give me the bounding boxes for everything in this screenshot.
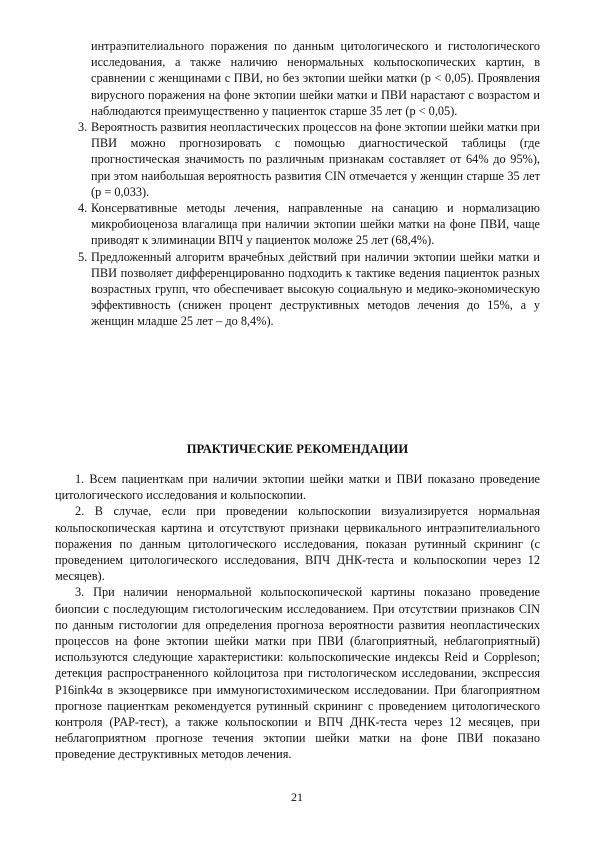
conclusion-item	[55, 200, 540, 249]
conclusions-block	[55, 38, 540, 330]
conclusion-item	[55, 249, 540, 330]
conclusion-text: Предложенный алгоритм врачебных действий при наличии эктопии шейки матки и ПВИ позволяет дифференцированно подходить к тактике ведения пациенток разных возрастных групп, что обеспечивает высокую социальную и медико-экономическую эффективность (снижен процент деструктивных методов лечения до 15%, а у женщин младше 25 лет – до 8,4%).	[91, 249, 540, 329]
recommendation-paragraph: 1. Всем пациенткам при наличии эктопии шейки матки и ПВИ показано проведение цитологического исследования и кольпоскопии.	[55, 472, 540, 503]
recommendations-block	[55, 471, 540, 763]
conclusion-continuation: интраэпителиального поражения по данным цитологического и гистологического исследования, а также наличию ненормальных кольпоскопических картин, в сравнении с женщинами с ПВИ, но без эктопии шейки матки (p < 0,05). Проявления вирусного поражения на фоне эктопии шейки матки и ПВИ нарастают с возрастом и наблюдаются преимущественно у пациенток старше 35 лет (p < 0,05).	[91, 39, 540, 118]
conclusions-list	[55, 119, 540, 330]
page-number: 21	[291, 790, 303, 804]
conclusion-text: Консервативные методы лечения, направленные на санацию и нормализацию микробиоценоза влагалища при наличии эктопии шейки матки на фоне ПВИ, чаще приводят к элиминации ВПЧ у пациенток моложе 25 лет (68,4%).	[91, 201, 540, 248]
conclusion-number: 4.	[78, 201, 88, 216]
recommendation-paragraph: 3. При наличии ненормальной кольпоскопической картины показано проведение биопсии с последующим гистологическим исследованием. При отсутствии признаков CIN по данным гистологии для определения прогноза вероятности развития неопластических процессов на фоне эктопии шейки матки при ПВИ (благоприятный, неблагоприятный) используются следующие характеристики: кольпоскопические индексы Reid и Coppleson; детекция распространенного койлоцитоза при гистологическом исследовании, экспрессия P16ink4α в экзоцервиксе при иммуногистохимическом исследовании. При благоприятном прогнозе пациенткам рекомендуется рутинный скрининг с проведением цитологического контроля (PAP-тест), а также кольпоскопии и ВПЧ ДНК-теста через 12 месяцев, при неблагоприятном прогнозе течения эктопии шейки матки на фоне ПВИ показано проведение деструктивных методов лечения.	[55, 585, 540, 762]
conclusion-number: 3.	[78, 120, 88, 135]
conclusion-item	[55, 119, 540, 200]
recommendation-paragraph: 2. В случае, если при проведении кольпоскопии визуализируется нормальная кольпоскопическая картина и отсутствуют признаки цервикального интраэпителиального поражения по данным цитологического исследования, показан рутинный скрининг (с проведением цитологического исследования, ВПЧ ДНК-теста и кольпоскопии через 12 месяцев).	[55, 504, 540, 584]
conclusion-text: Вероятность развития неопластических процессов на фоне эктопии шейки матки при ПВИ можно прогнозировать с помощью диагностической таблицы (где прогностическая значимость по различным признакам составляет от 64% до 95%), при этом наибольшая вероятность развития CIN отмечается у женщин старше 35 лет (p = 0,033).	[91, 120, 540, 199]
section-heading: ПРАКТИЧЕСКИЕ РЕКОМЕНДАЦИИ	[186, 442, 409, 456]
conclusion-number: 5.	[78, 249, 88, 264]
